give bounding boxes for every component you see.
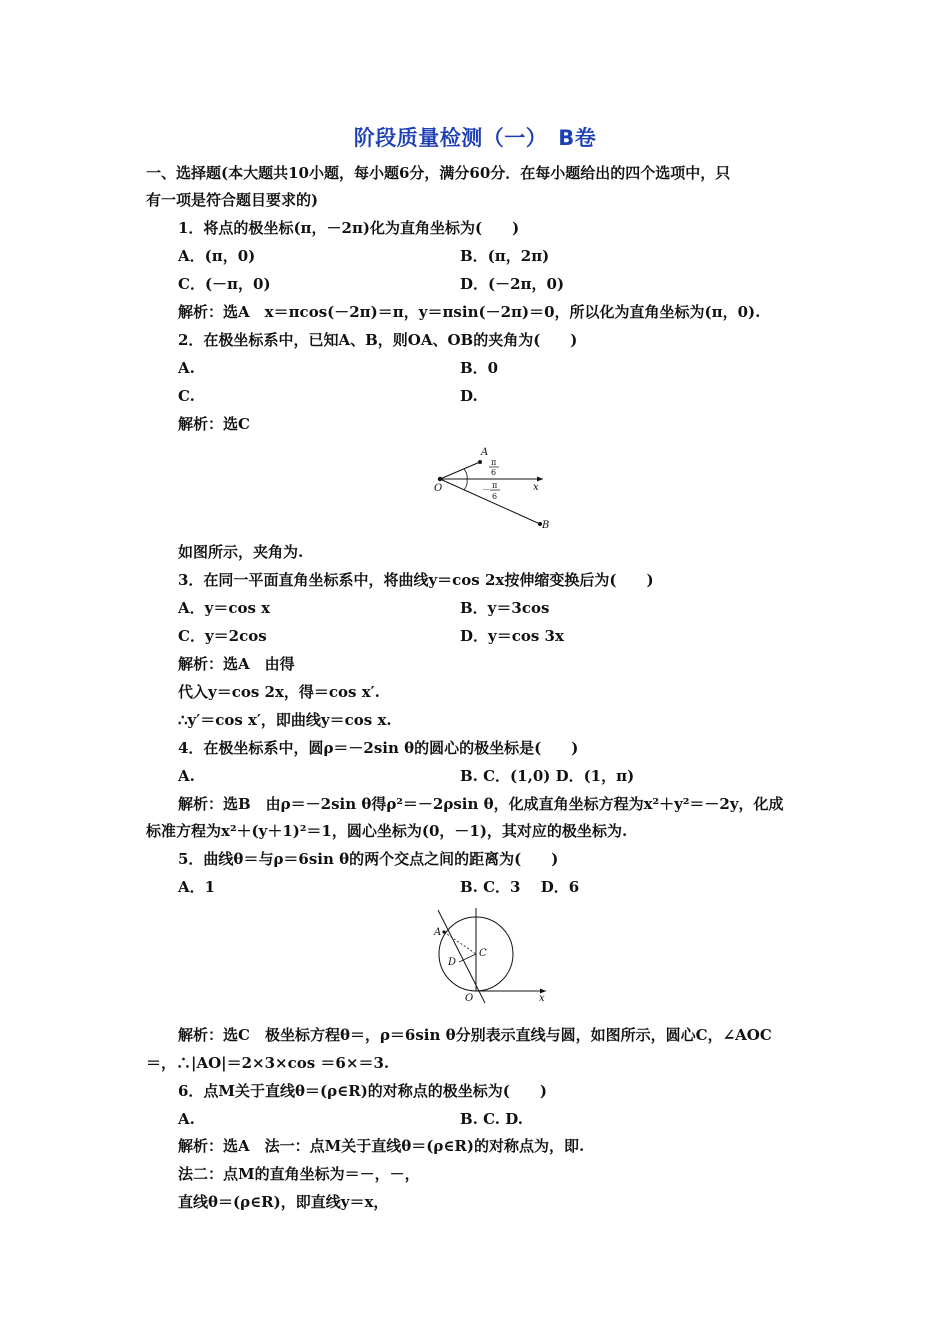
q4-stem: 4．在极坐标系中，圆ρ＝－2sin θ的圆心的极坐标是( ) — [178, 739, 579, 757]
q5-option-a: A．1 — [178, 878, 216, 896]
q5-segment-ac — [444, 932, 476, 954]
q5-label-c: C — [479, 948, 487, 959]
q6-options-bcd: B. C. D. — [460, 1110, 523, 1128]
q2-option-d: D. — [460, 387, 478, 405]
q2-stem: 2．在极坐标系中，已知A、B，则OA、OB的夹角为( ) — [178, 331, 578, 349]
q2-upper-angle-den: 6 — [491, 468, 497, 477]
q2-lower-angle-num: π — [492, 481, 498, 490]
section-heading-cont: 有一项是符合题目要求的) — [146, 191, 319, 209]
q3-option-c: C．y＝2cos — [178, 627, 267, 645]
q2-label-a: A — [481, 447, 489, 458]
q2-label-b: B — [542, 520, 550, 531]
q1-stem: 1．将点的极坐标(π，－2π)化为直角坐标为( ) — [178, 219, 520, 237]
q2-lower-angle-sign: － — [482, 485, 490, 494]
q5-segment-cd — [459, 954, 476, 962]
q1-option-b: B．(π，2π) — [460, 247, 550, 265]
q2-option-a: A. — [178, 359, 195, 377]
q3-analysis-1: 解析：选A 由得 — [178, 655, 295, 673]
q6-analysis-2: 法二：点M的直角坐标为＝－，－， — [178, 1165, 420, 1183]
q5-label-a: A — [434, 927, 442, 938]
q2-upper-angle-num: π — [491, 458, 497, 467]
q3-option-d: D．y＝cos 3x — [460, 627, 564, 645]
q6-stem: 6．点M关于直线θ＝(ρ∈R)的对称点的极坐标为( ) — [178, 1082, 547, 1100]
q6-option-a: A. — [178, 1110, 195, 1128]
q4-option-a: A. — [178, 767, 195, 785]
q2-figure — [425, 442, 555, 534]
q5-figure — [428, 905, 553, 1005]
q2-axis-arrow — [537, 477, 543, 482]
q4-analysis-2: 标准方程为x²＋(y＋1)²＝1，圆心坐标为(0，－1)，其对应的极坐标为. — [146, 822, 628, 840]
q2-option-c: C. — [178, 387, 195, 405]
q1-option-a: A．(π，0) — [178, 247, 256, 265]
q5-options-bcd: B. C．3 D．6 — [460, 878, 580, 896]
q2-ray-oa — [440, 462, 480, 479]
q5-label-o: O — [465, 993, 474, 1004]
q1-analysis: 解析：选A x＝πcos(－2π)＝π，y＝πsin(－2π)＝0，所以化为直角坐标为(π，0). — [178, 303, 761, 321]
q5-stem: 5．曲线θ＝与ρ＝6sin θ的两个交点之间的距离为( ) — [178, 850, 559, 868]
q5-analysis-1: 解析：选C 极坐标方程θ＝，ρ＝6sin θ分别表示直线与圆，如图所示，圆心C，∠AOC — [178, 1026, 772, 1044]
q5-analysis-2: ＝，∴|AO|＝2×3×cos ＝6×＝3. — [146, 1054, 390, 1072]
q1-option-c: C．(－π，0) — [178, 275, 271, 293]
q2-point-o — [438, 477, 442, 481]
q4-analysis-1: 解析：选B 由ρ＝－2sin θ得ρ²＝－2ρsin θ，化成直角坐标方程为x²＋y²＝－2y，化成 — [178, 795, 784, 813]
q1-option-d: D．(－2π，0) — [460, 275, 565, 293]
q5-label-d: D — [448, 957, 457, 968]
q3-analysis-2: 代入y＝cos 2x，得＝cos x′. — [178, 683, 380, 701]
q2-analysis: 解析：选C — [178, 415, 250, 433]
section-heading: 一、选择题(本大题共10小题，每小题6分，满分60分．在每小题给出的四个选项中，只 — [146, 164, 731, 182]
q5-line — [438, 910, 485, 1003]
q3-option-a: A．y＝cos x — [178, 599, 271, 617]
q2-lower-angle-den: 6 — [492, 492, 498, 501]
q2-point-a — [478, 460, 482, 464]
page-title: 阶段质量检测（一） B卷 — [353, 126, 597, 150]
q2-angle-arc-lower — [464, 479, 467, 490]
q2-option-b: B．0 — [460, 359, 499, 377]
q5-point-a — [442, 930, 445, 933]
q3-analysis-3: ∴y′＝cos x′，即曲线y＝cos x. — [178, 711, 392, 729]
q2-after: 如图所示，夹角为. — [178, 543, 304, 561]
q3-option-b: B．y＝3cos — [460, 599, 550, 617]
q6-analysis-3: 直线θ＝(ρ∈R)，即直线y＝x， — [178, 1193, 389, 1211]
q4-options-bcd: B. C．(1,0) D．(1，π) — [460, 767, 635, 785]
q2-label-o: O — [434, 483, 443, 494]
q2-ray-ob — [440, 479, 540, 524]
q5-label-x: x — [539, 993, 545, 1004]
q2-label-x: x — [533, 482, 539, 493]
q3-stem: 3．在同一平面直角坐标系中，将曲线y＝cos 2x按伸缩变换后为( ) — [178, 571, 654, 589]
q2-angle-arc-upper — [464, 469, 467, 479]
q6-analysis-1: 解析：选A 法一：点M关于直线θ＝(ρ∈R)的对称点为，即. — [178, 1137, 585, 1155]
